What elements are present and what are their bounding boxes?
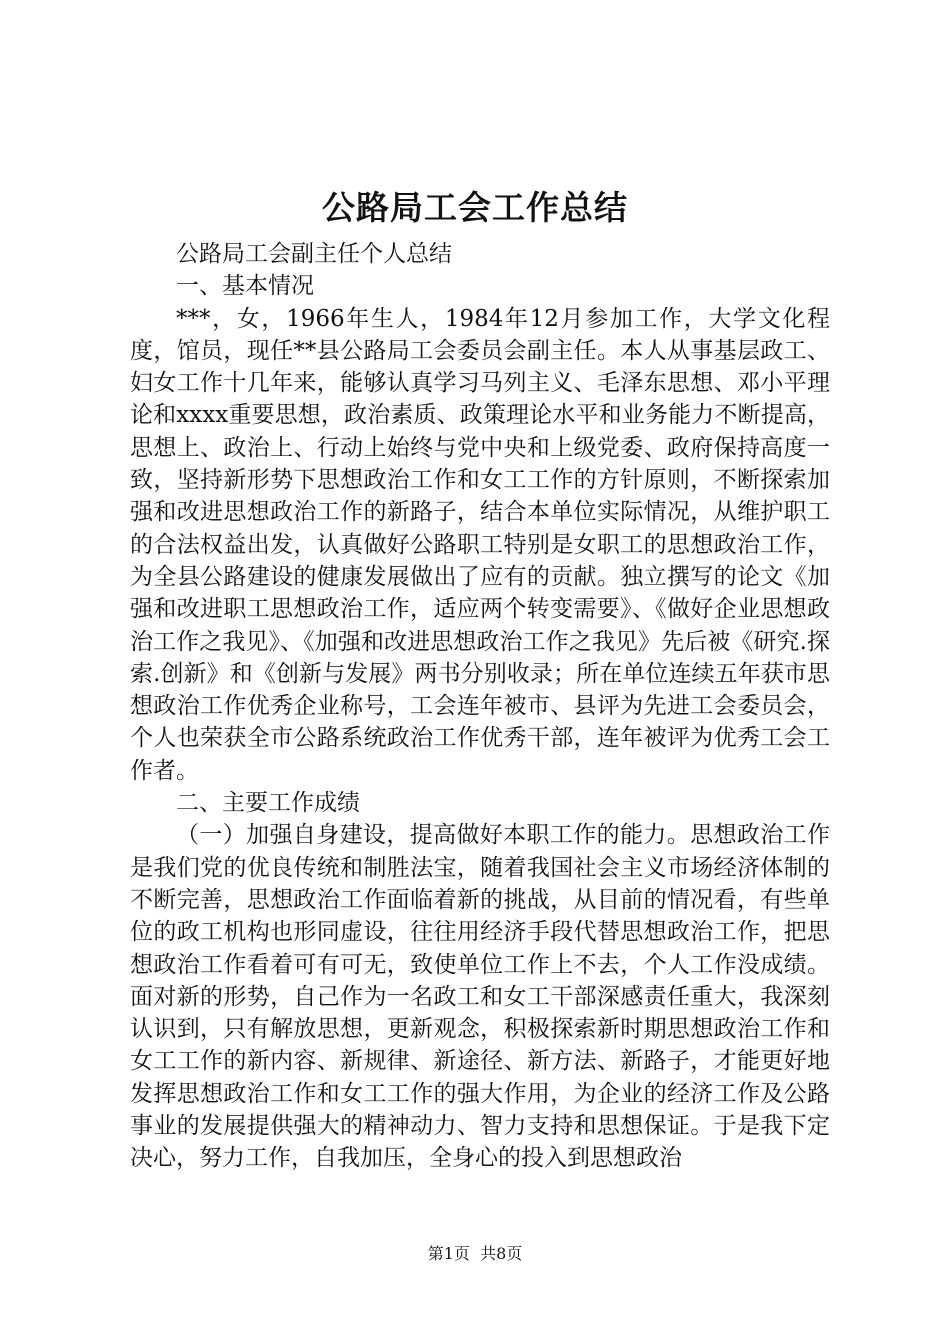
document-title: 公路局工会工作总结 (322, 188, 628, 227)
section-2-paragraph: （一）加强自身建设，提高做好本职工作的能力。思想政治工作是我们党的优良传统和制胜法宝，随着我国社会主义市场经济体制的不断完善，思想政治工作面临着新的挑战，从目前的情况看，有些单位的政工机构也形同虚设，往往用经济手段代替思想政治工作，把思想政治工作看着可有可无，致使单位工作上不去，个人工作没成绩。面对新的形势，自己作为一名政工和女工干部深感责任重大，我深刻认识到，只有解放思想，更新观念，积极探索新时期思想政治工作和女工工作的新内容、新规律、新途径、新方法、新路子，才能更好地发挥思想政治工作和女工工作的强大作用，为企业的经济工作及公路事业的发展提供强大的精神动力、智力支持和思想保证。于是我下定决心，努力工作，自我加压，全身心的投入到思想政治 (130, 822, 830, 1172)
document-body (130, 238, 830, 1175)
page-footer (0, 1243, 950, 1265)
page-number: 第1页 共8页 (427, 1244, 523, 1263)
document-subtitle: 公路局工会副主任个人总结 (176, 241, 452, 267)
section-1-paragraph: ***，女，1966年生人，1984年12月参加工作，大学文化程度，馆员，现任**县公路局工会委员会副主任。本人从事基层政工、妇女工作十几年来，能够认真学习马列主义、毛泽东思想、邓小平理论和xxxx重要思想，政治素质、政策理论水平和业务能力不断提高，思想上、政治上、行动上始终与党中央和上级党委、政府保持高度一致，坚持新形势下思想政治工作和女工工作的方针原则，不断探索加强和改进思想政治工作的新路子，结合本单位实际情况，从维护职工的合法权益出发，认真做好公路职工特别是女职工的思想政治工作，为全县公路建设的健康发展做出了应有的贡献。独立撰写的论文《加强和改进职工思想政治工作，适应两个转变需要》、《做好企业思想政治工作之我见》、《加强和改进思想政治工作之我见》先后被《研究.探索.创新》和《创新与发展》两书分别收录；所在单位连续五年获市思想政治工作优秀企业称号，工会连年被市、县评为先进工会委员会，个人也荣获全市公路系统政治工作优秀干部，连年被评为优秀工会工作者。 (130, 305, 830, 784)
section-1-heading: 一、基本情况 (176, 273, 314, 300)
section-2-heading: 二、主要工作成绩 (176, 790, 360, 817)
